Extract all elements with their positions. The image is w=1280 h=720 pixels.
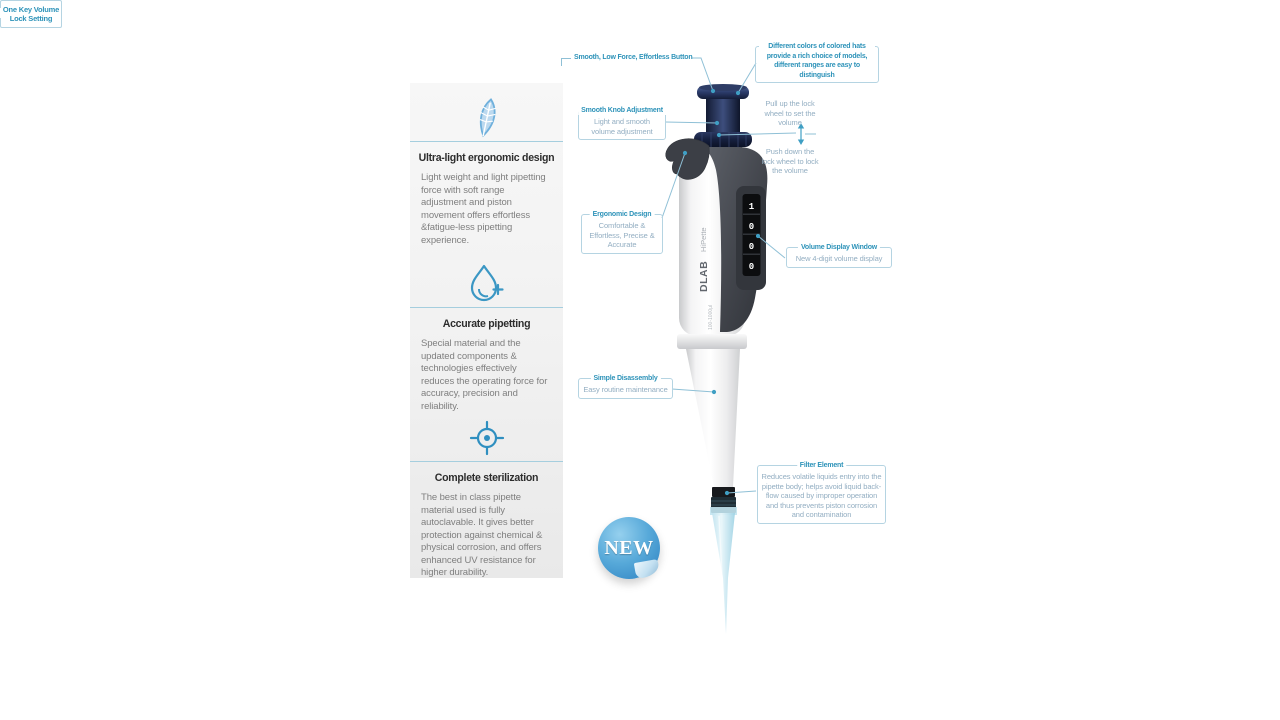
callout-body: Easy routine maintenance [583,385,668,394]
display-digit: 0 [748,242,755,252]
volume-display-window [736,186,766,290]
section-heading: Complete sterilization [434,472,539,484]
callout-body: Reduces volatile liquids entry into the pipette body; helps avoid liquid back-flow caused by improper operation and thus prevents piston corrosion and contamination [761,472,882,519]
connector-dot [725,491,729,495]
section-body: Special material and the updated components & technologies effectively reduces the operating force for accuracy, precision and reliability. [421,338,548,412]
connector-dot [756,234,760,238]
callout-title: Smooth Knob Adjustment [578,106,666,115]
callout-filter-element [757,462,886,524]
connector-dot [711,89,715,93]
brand-text: DLAB [698,260,710,292]
connector-dot [712,390,716,394]
section-heading: Ultra-light ergonomic design [418,152,555,164]
connector-dot [683,151,687,155]
section-heading: Accurate pipetting [442,318,531,330]
display-digit: 1 [748,202,755,212]
callout-smooth-button [561,54,695,66]
plunger-button [697,84,749,134]
callout-push-down: Push down the lock wheel to lock the volume [761,147,819,175]
connector-dot [736,91,740,95]
connector-dot [715,121,719,125]
display-digit: 0 [748,222,755,232]
callout-title: Ergonomic Design [590,210,655,219]
callout-colored-hats [755,43,879,83]
callout-title: Different colors of colored hats provide a rich choice of models, different ranges are easy to distinguish [759,42,875,82]
pipette-tip [710,507,737,634]
section-body: Light weight and light pipetting force with soft range adjustment and piston movement offers effortless &fatigue-less pipetting experience. [421,172,546,246]
display-digit: 0 [748,262,755,272]
callout-title: Volume Display Window [798,243,880,252]
volume-range-text: 100-1000μl [708,304,714,330]
callout-volume-display [786,244,892,268]
callout-title: Smooth, Low Force, Effortless Button [574,54,693,61]
callout-pull-up: Pull up the lock wheel to set the volume [764,99,816,127]
callout-title: Simple Disassembly [590,374,660,383]
bracket-gap [0,8,2,18]
new-badge-label: NEW [604,536,654,559]
model-text: HiPette [699,227,708,252]
callout-body: New 4-digit volume display [795,254,883,263]
bracket-corner [561,58,571,66]
callout-body: Light and smooth volume adjustment [591,117,653,136]
callout-body: Comfortable & Effortless, Precise & Accurate [589,221,655,249]
new-badge [598,517,660,579]
callout-title: Filter Element [797,461,847,470]
callout-simple-disassembly [578,375,673,399]
callout-ergonomic-design [581,211,663,254]
connector-dot [717,133,721,137]
section-body: The best in class pipette material used is fully autoclavable. It gives better protection against chemical & physical corrosion, and offers enhanced UV resistance for higher durability. [421,492,543,578]
callout-smooth-knob [578,107,666,140]
callout-title: One Key Volume Lock Setting [2,4,60,23]
